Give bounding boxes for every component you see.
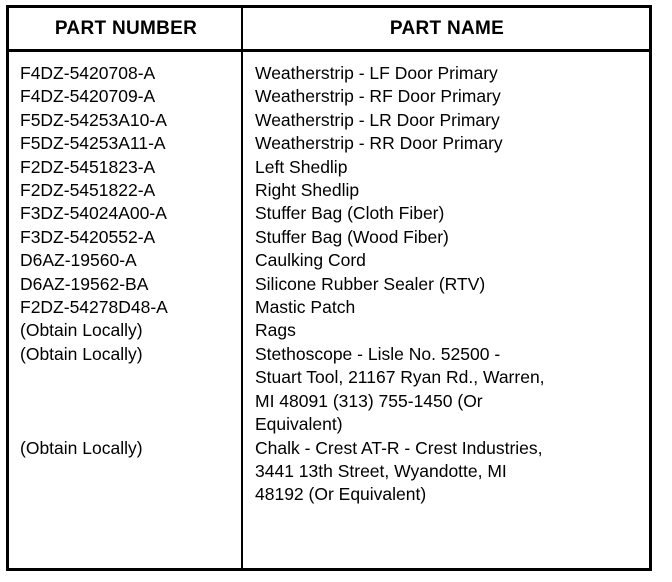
parts-table: [6, 5, 652, 571]
part-name-cell: Mastic Patch: [255, 297, 356, 318]
part-number-cell: F4DZ-5420708-A: [20, 63, 156, 83]
part-number-cell: D6AZ-19562-BA: [20, 273, 149, 294]
part-name-cell: Weatherstrip - RR Door Primary: [255, 133, 503, 154]
column-divider: [241, 8, 243, 568]
part-name-cell: Rags: [255, 320, 296, 341]
part-number-cell: F2DZ-5451823-A: [20, 156, 156, 177]
part-name-cell: Chalk - Crest AT-R - Crest Industries,: [255, 437, 543, 458]
header-part-number: PART NUMBER: [54, 18, 198, 39]
table-header-row: [9, 8, 649, 52]
part-name-cell: Weatherstrip - LR Door Primary: [255, 109, 500, 130]
part-name-cell: Stethoscope - Lisle No. 52500 -: [255, 343, 501, 364]
part-name-cell: Stuart Tool, 21167 Ryan Rd., Warren,: [255, 367, 545, 388]
part-number-cell: D6AZ-19560-A: [20, 250, 137, 271]
part-name-cell: Silicone Rubber Sealer (RTV): [255, 273, 486, 294]
part-name-cell: Equivalent): [255, 414, 343, 435]
part-name-cell: Left Shedlip: [255, 156, 348, 177]
part-number-column: [20, 62, 235, 507]
part-number-cell: F3DZ-54024A00-A: [20, 203, 167, 224]
part-name-cell: 3441 13th Street, Wyandotte, MI: [255, 460, 507, 481]
header-part-name: PART NAME: [389, 18, 505, 39]
part-number-cell: F3DZ-5420552-A: [20, 226, 156, 247]
part-name-cell: MI 48091 (313) 755-1450 (Or: [255, 390, 483, 411]
part-number-cell: F5DZ-54253A11-A: [20, 133, 166, 154]
part-number-cell: F2DZ-5451822-A: [20, 180, 156, 201]
part-number-cell: F5DZ-54253A10-A: [20, 109, 167, 130]
part-number-cell: (Obtain Locally): [20, 320, 143, 341]
part-name-cell: Weatherstrip - RF Door Primary: [255, 86, 501, 107]
part-number-cell: (Obtain Locally): [20, 437, 143, 458]
part-name-cell: Weatherstrip - LF Door Primary: [255, 63, 498, 83]
part-number-cell: (Obtain Locally): [20, 343, 143, 364]
part-number-cell: F4DZ-5420709-A: [20, 86, 156, 107]
part-name-cell: Right Shedlip: [255, 180, 360, 201]
part-number-cell: F2DZ-54278D48-A: [20, 297, 168, 318]
part-name-column: [255, 62, 645, 507]
part-name-cell: Caulking Cord: [255, 250, 366, 271]
part-name-cell: Stuffer Bag (Cloth Fiber): [255, 203, 445, 224]
part-name-cell: Stuffer Bag (Wood Fiber): [255, 226, 449, 247]
part-name-cell: 48192 (Or Equivalent): [255, 484, 427, 505]
